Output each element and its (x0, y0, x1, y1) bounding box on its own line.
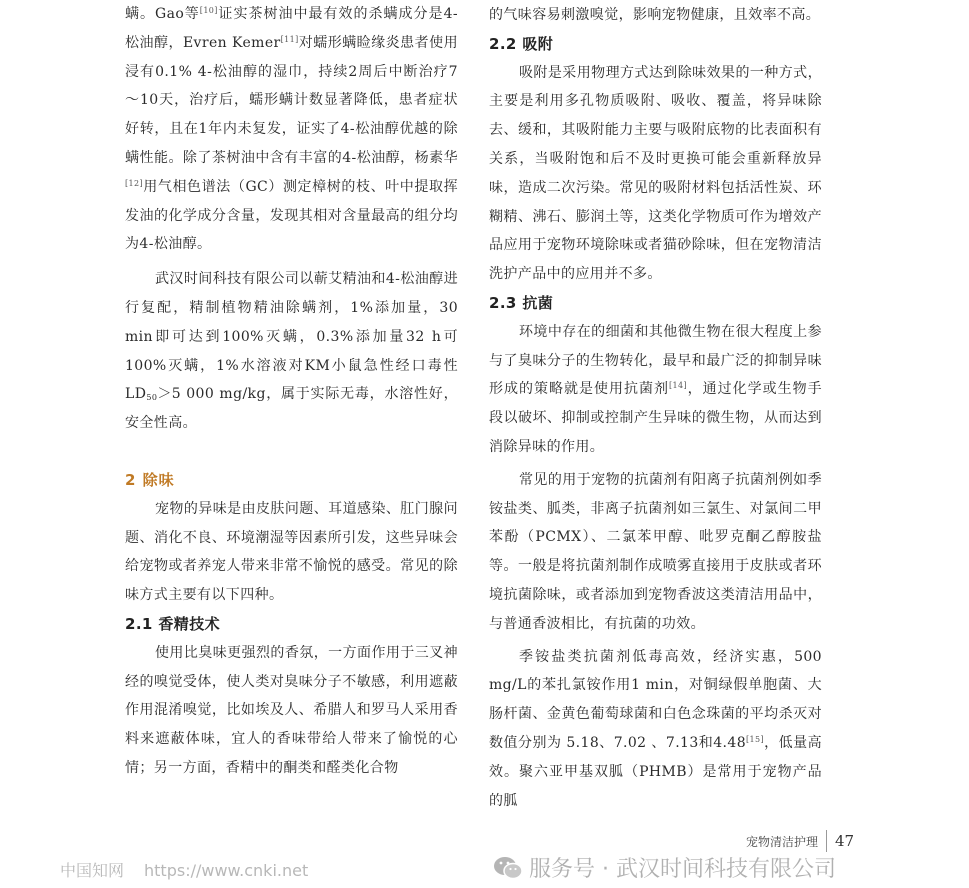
paragraph: 宠物的异味是由皮肤问题、耳道感染、肛门腺问题、消化不良、环境潮湿等因素所引发，这些异味会给宠物或者养宠人带来非常不愉悦的感受。常见的除味方式主要有以下四种。 (125, 500, 458, 604)
citation[interactable]: [15] (746, 734, 765, 744)
paragraph: 环境中存在的细菌和其他微生物在很大程度上参与了臭味分子的生物转化，最早和最广泛的抑制异味形成的策略就是使用抗菌剂[14]，通过化学或生物手段以破坏、抑制或控制产生异味的微生物，从而达到消除异味的作用。 (489, 323, 822, 455)
watermark-url: https://www.cnki.net (144, 861, 309, 880)
paragraph: 螨。Gao等[10]证实茶树油中最有效的杀螨成分是4-松油醇，Evren Kemer[11]对蠕形螨睑缘炎患者使用浸有0.1% 4-松油醇的湿巾，持续2周后中断治疗7～10天，治疗后，蠕形螨计数显著降低，患者症状好转，且在1年内未复发，证实了4-松油醇优越的除螨性能。除了茶树油中含有丰富的4-松油醇，杨素华[12]用气相色谱法（GC）测定樟树的枝、叶中提取挥发油的化学成分含量，发现其相对含量最高的组分均为4-松油醇。 (125, 6, 459, 253)
paragraph: 季铵盐类抗菌剂低毒高效，经济实惠，500 mg/L的苯扎氯铵作用1 min，对铜绿假单胞菌、大肠杆菌、金黄色葡萄球菌和白色念珠菌的平均杀灭对数值分别为 5.18、7.02 、7.13和4.48[15]，低量高效。聚六亚甲基双胍（PHMB）是常用于宠物产品的胍 (489, 648, 822, 809)
subsection-heading: 2.1 香精技术 (125, 614, 220, 633)
right-column (489, 1, 822, 815)
page-number: 47 (835, 832, 855, 850)
watermark-site: 中国知网 (60, 861, 125, 880)
page-footer (746, 829, 854, 853)
paragraph: 吸附是采用物理方式达到除味效果的一种方式，主要是利用多孔物质吸附、吸收、覆盖，将异味除去、缓和，其吸附能力主要与吸附底物的比表面积有关系，当吸附饱和后不及时更换可能会重新释放异味，造成二次污染。常见的吸附材料包括活性炭、环糊精、沸石、膨润土等，这类化学物质可作为增效产品应用于宠物环境除味或者猫砂除味，但在宠物清洁洗护产品中的应用并不多。 (489, 64, 822, 283)
subsection-heading: 2.3 抗菌 (489, 293, 554, 312)
citation[interactable]: [11] (280, 34, 299, 44)
wechat-icon (493, 855, 523, 881)
citation[interactable]: [12] (125, 178, 144, 188)
section-heading: 2 除味 (125, 470, 175, 489)
paragraph: 使用比臭味更强烈的香氛，一方面作用于三叉神经的嗅觉受体，使人类对臭味分子不敏感，利用遮蔽作用混淆嗅觉，比如埃及人、希腊人和罗马人采用香料来遮蔽体味，宜人的香味带给人带来了愉悦的心情；另一方面，香精中的酮类和醛类化合物 (125, 644, 458, 776)
citation[interactable]: [14] (668, 381, 687, 391)
citation[interactable]: [10] (199, 6, 218, 15)
paragraph: 常见的用于宠物的抗菌剂有阳离子抗菌剂例如季铵盐类、胍类，非离子抗菌剂如三氯生、对氯间二甲苯酚（PCMX）、二氯苯甲醇、吡罗克酮乙醇胺盐等。一般是将抗菌剂制作成喷雾直接用于皮肤或者环境抗菌除味，或者添加到宠物香波这类清洁用品中，与普通香波相比，有抗菌的功效。 (489, 471, 822, 632)
cnki-watermark (60, 858, 308, 881)
paragraph: 武汉时间科技有限公司以蕲艾精油和4-松油醇进行复配，精制植物精油除螨剂，1%添加量，30 min即可达到100%灭螨，0.3%添加量32 h可100%灭螨，1%水溶液对KM小鼠急性经口毒性$LD_{50}>5$ 000 mg/kg，属于实际无毒，水溶性好，安全性高。 (125, 271, 458, 432)
footer-divider (826, 830, 827, 852)
journal-name: 宠物清洁护理 (746, 834, 819, 849)
left-column (125, 0, 458, 783)
paragraph: 的气味容易刺激嗅觉，影响宠物健康，且效率不高。 (489, 7, 821, 23)
subsection-heading: 2.2 吸附 (489, 34, 554, 53)
watermark-account: 服务号 · 武汉时间科技有限公司 (529, 857, 836, 882)
wechat-watermark (493, 852, 836, 883)
